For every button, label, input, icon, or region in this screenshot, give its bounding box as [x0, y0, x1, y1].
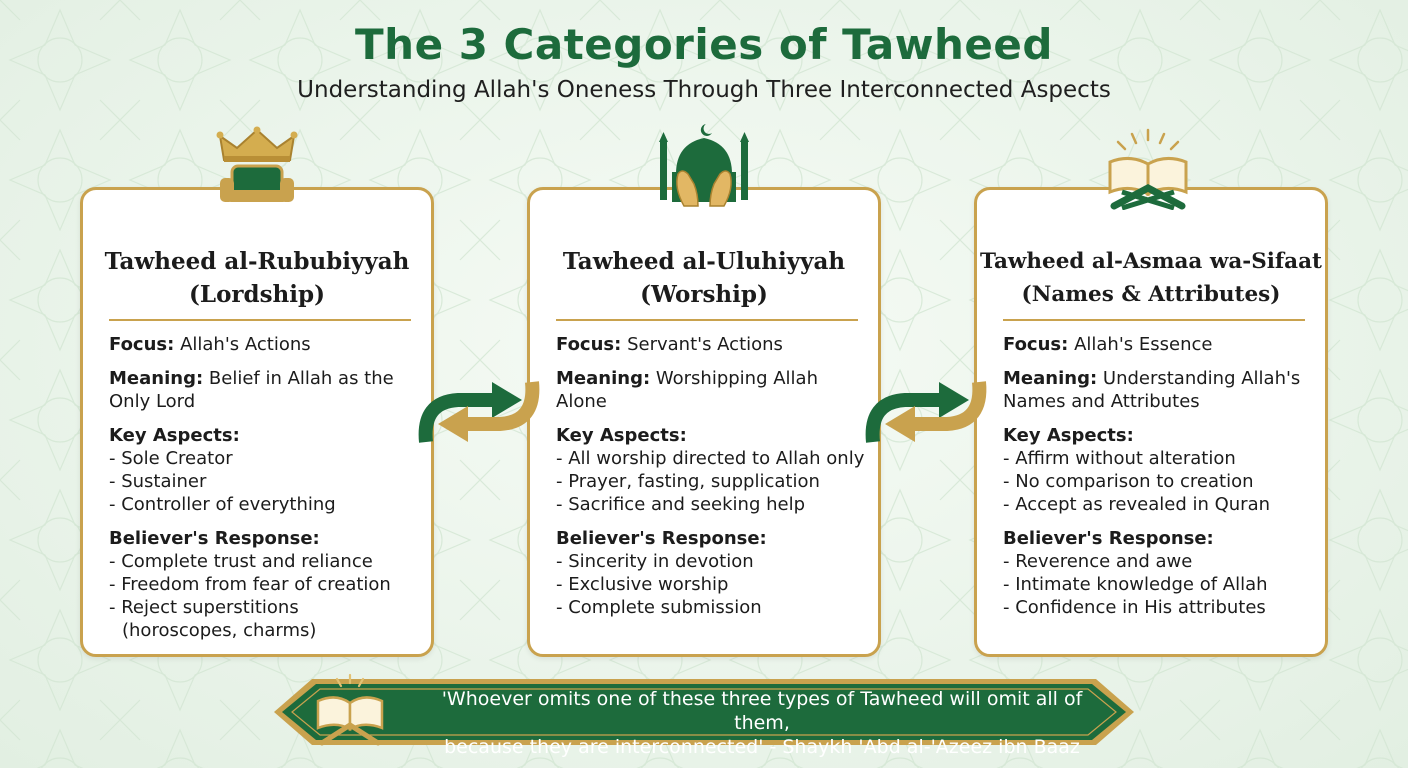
meaning-row	[1003, 367, 1313, 413]
aspects-label: Key Aspects:	[556, 425, 687, 446]
list-item: - Complete trust and reliance	[109, 551, 373, 572]
list-item: - Affirm without alteration	[1003, 448, 1236, 469]
list-item: - Sacrifice and seeking help	[556, 494, 806, 515]
meaning-value: Worshipping Allah Alone	[556, 368, 818, 412]
list-item: - Reverence and awe	[1003, 551, 1193, 572]
response-label: Believer's Response:	[1003, 528, 1214, 549]
list-item: - Exclusive worship	[556, 574, 729, 595]
card-heading-sub: (Worship)	[640, 281, 768, 308]
divider	[1003, 319, 1305, 321]
focus-row	[556, 333, 866, 356]
card-body	[556, 333, 866, 630]
focus-label: Focus:	[109, 334, 175, 355]
crown-throne-icon	[212, 126, 302, 212]
card-heading	[977, 245, 1325, 311]
meaning-row	[109, 367, 419, 413]
mosque-hands-icon	[654, 122, 754, 212]
meaning-label: Meaning:	[556, 368, 651, 389]
cycle-arrows-icon	[865, 376, 989, 452]
aspects-section	[1003, 424, 1313, 516]
divider	[556, 319, 858, 321]
card-asmaa-wa-sifaat	[974, 187, 1328, 657]
focus-row	[109, 333, 419, 356]
divider	[109, 319, 411, 321]
response-section	[556, 527, 866, 619]
list-item: - Prayer, fasting, supplication	[556, 471, 820, 492]
aspects-section	[109, 424, 419, 516]
card-heading	[530, 245, 878, 311]
quote-banner	[272, 673, 1136, 758]
card-heading	[83, 245, 431, 311]
response-section	[109, 527, 419, 642]
card-heading-name: Tawheed al-Rububiyyah	[104, 248, 410, 275]
list-item: - Intimate knowledge of Allah	[1003, 574, 1268, 595]
card-rububiyyah	[80, 187, 434, 657]
list-item: - Freedom from fear of creation	[109, 574, 391, 595]
list-item: - Sustainer	[109, 471, 207, 492]
quote-text	[412, 687, 1112, 759]
quote-line: 'Whoever omits one of these three types of Tawheed will omit all of them,	[441, 688, 1083, 734]
focus-label: Focus:	[1003, 334, 1069, 355]
cycle-arrows-icon	[418, 376, 542, 452]
card-heading-name: Tawheed al-Uluhiyyah	[562, 248, 846, 275]
response-label: Believer's Response:	[556, 528, 767, 549]
response-label: Believer's Response:	[109, 528, 320, 549]
focus-value: Allah's Actions	[180, 334, 311, 355]
card-body	[1003, 333, 1313, 630]
page-subtitle: Understanding Allah's Oneness Through Three Interconnected Aspects	[297, 77, 1111, 103]
card-heading-name: Tawheed al-Asmaa wa-Sifaat	[980, 249, 1322, 274]
list-item: - Reject superstitions (horoscopes, charms)	[109, 597, 317, 641]
quote-line: because they are interconnected' - Shaykh 'Abd al-'Azeez ibn Baaz	[444, 736, 1080, 758]
aspects-label: Key Aspects:	[1003, 425, 1134, 446]
meaning-value: Belief in Allah as the Only Lord	[109, 368, 394, 412]
list-item: - Controller of everything	[109, 494, 336, 515]
meaning-value: Understanding Allah's Names and Attributes	[1003, 368, 1301, 412]
card-heading-sub: (Names & Attributes)	[1021, 282, 1281, 307]
focus-value: Servant's Actions	[627, 334, 783, 355]
list-item: - Sincerity in devotion	[556, 551, 754, 572]
meaning-label: Meaning:	[1003, 368, 1098, 389]
list-item: - Accept as revealed in Quran	[1003, 494, 1271, 515]
aspects-section	[556, 424, 866, 516]
aspects-label: Key Aspects:	[109, 425, 240, 446]
list-item: - Complete submission	[556, 597, 762, 618]
focus-value: Allah's Essence	[1074, 334, 1213, 355]
open-quran-icon	[1100, 128, 1196, 214]
card-uluhiyyah	[527, 187, 881, 657]
list-item: - Sole Creator	[109, 448, 233, 469]
meaning-row	[556, 367, 866, 413]
focus-row	[1003, 333, 1313, 356]
meaning-label: Meaning:	[109, 368, 204, 389]
list-item: - No comparison to creation	[1003, 471, 1254, 492]
list-item: - Confidence in His attributes	[1003, 597, 1266, 618]
card-heading-sub: (Lordship)	[189, 281, 325, 308]
focus-label: Focus:	[556, 334, 622, 355]
page-title: The 3 Categories of Tawheed	[355, 20, 1053, 69]
card-body	[109, 333, 419, 653]
response-section	[1003, 527, 1313, 619]
list-item: - All worship directed to Allah only	[556, 448, 865, 469]
